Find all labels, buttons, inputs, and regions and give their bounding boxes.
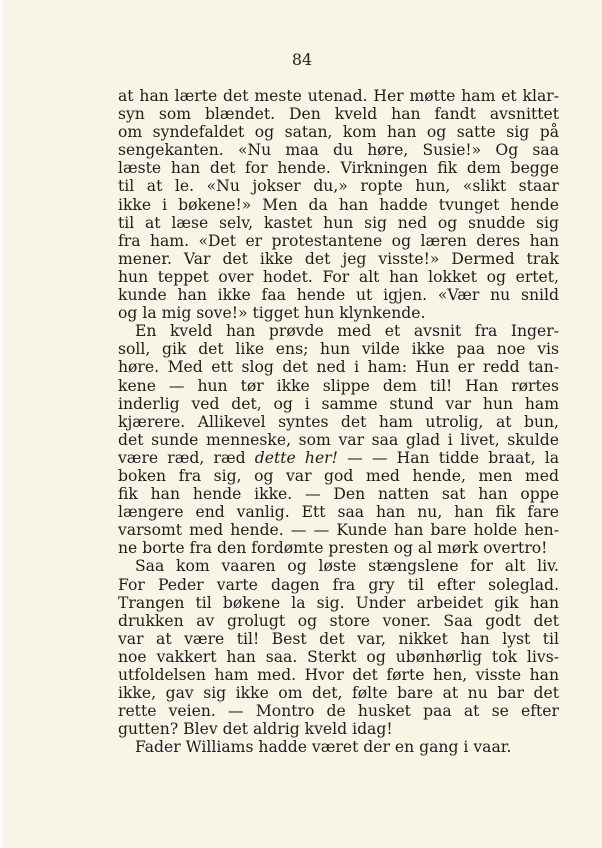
text-line-content: var at være til! Best det var, nikket han lyst til [118,629,559,648]
text-line [118,738,559,756]
text-line [118,286,559,304]
text-line [118,123,559,141]
emphasis-text: dette her! [254,448,338,467]
text-line-content: boken fra sig, og var god med hende, men med [118,466,559,485]
text-line-content: utfoldelsen ham med. Hvor det førte hen, visste han [118,666,559,684]
text-line [118,431,559,449]
text-line [118,521,559,539]
text-line [118,612,559,630]
text-line-content: ikke, gav sig ikke om det, følte bare at nu bar det [118,684,559,703]
text-line-content: Fader Williams hadde været der en gang i vaar. [135,738,512,757]
text-line-content: være ræd, ræd [118,448,255,467]
text-line-content: gutten? Blev det aldrig kveld idag! [118,720,393,739]
text-line-content: drukken av grolugt og store voner. Saa godt det [118,611,559,630]
text-line [118,232,559,250]
text-line-content: om syndefaldet og satan, kom han og satte sig på [118,123,559,142]
text-line [118,648,559,666]
text-line [118,196,559,214]
body-text [118,87,559,756]
text-line-content: til at læse selv, kastet hun sig ned og snudde sig [118,213,559,232]
text-line [118,557,559,575]
text-line-content: rette veien. — Montro de husket paa at se efter [118,702,559,721]
text-line [118,702,559,720]
text-line-content: ikke i bøkene!» Men da han hadde tvunget hende [118,195,559,214]
text-line-content: læste han det for hende. Virkningen fik dem begge [118,159,559,178]
page-number: 84 [291,50,313,69]
text-line [118,377,559,395]
text-line-content: høre. Med ett slog det ned i ham: Hun er redd tan- [118,358,559,377]
text-line-content: fra ham. «Det er protestantene og læren deres han [118,231,559,250]
text-line-content: For Peder varte dagen fra gry til efter soleglad. [118,575,559,594]
text-line [118,395,559,413]
text-line-content: soll, gik det like ens; hun vilde ikke paa noe vis [118,340,559,359]
text-line-content: sengekanten. «Nu maa du høre, Susie!» Og saa [118,141,559,160]
text-line [118,720,559,738]
text-line-content: det sunde menneske, som var saa glad i livet, skulde [118,430,559,449]
text-line-content: inderlig ved det, og i samme stund var hun ham [118,394,559,413]
text-line [118,358,559,376]
text-line [118,467,559,485]
text-line-content: hun teppet over hodet. For alt han lokket og ertet, [118,267,559,286]
text-line-content: ne borte fra den fordømte presten og al mørk overtro! [118,539,548,558]
text-line-content: til at le. «Nu jokser du,» ropte hun, «slikt staar [118,177,559,196]
text-line [118,539,559,557]
text-line-content: noe vakkert han saa. Sterkt og ubønhørlig tok livs- [118,647,559,666]
text-line [118,87,559,105]
text-line [118,177,559,195]
text-line [118,576,559,594]
text-line [118,666,559,684]
text-line-content: Saa kom vaaren og løste stængslene for alt liv. [135,557,559,576]
text-line [118,630,559,648]
text-line-continuation: — — Han tidde braat, la [337,448,560,467]
text-line-content: varsomt med hende. — — Kunde han bare holde hen- [118,521,559,540]
text-line [118,340,559,358]
text-line-content: syn som blændet. Den kveld han fandt avsnittet [118,105,559,124]
text-line [118,503,559,521]
text-line-content: og la mig sove!» tigget hun klynkende. [118,304,426,323]
text-line [118,141,559,159]
text-line-content: kunde han ikke faa hende ut igjen. «Vær nu snild [118,286,559,305]
text-line [118,322,559,340]
text-line-content: kjærere. Allikevel syntes det ham utrolig, at bun, [118,412,559,431]
text-line [118,304,559,322]
text-line-content: kene — hun tør ikke slippe dem til! Han rørtes [118,376,559,395]
book-page [2,0,602,848]
text-line-content: længere end vanlig. Ett saa han nu, han fik fare [118,503,559,522]
text-line [118,250,559,268]
text-line [118,594,559,612]
text-line-content: mener. Var det ikke det jeg visste!» Dermed trak [118,249,559,268]
text-line-content: at han lærte det meste utenad. Her møtte ham et klar- [118,87,559,105]
text-line [118,413,559,431]
text-line [118,214,559,232]
text-line [118,684,559,702]
text-line [118,159,559,177]
text-line-content: En kveld han prøvde med et avsnit fra Inger- [135,322,559,341]
text-line [118,105,559,123]
text-line [118,485,559,503]
text-line [118,268,559,286]
text-line [118,449,559,467]
text-line-content: Trangen til bøkene la sig. Under arbeidet gik han [118,593,559,612]
text-line-content: fik han hende ikke. — Den natten sat han oppe [118,485,559,504]
